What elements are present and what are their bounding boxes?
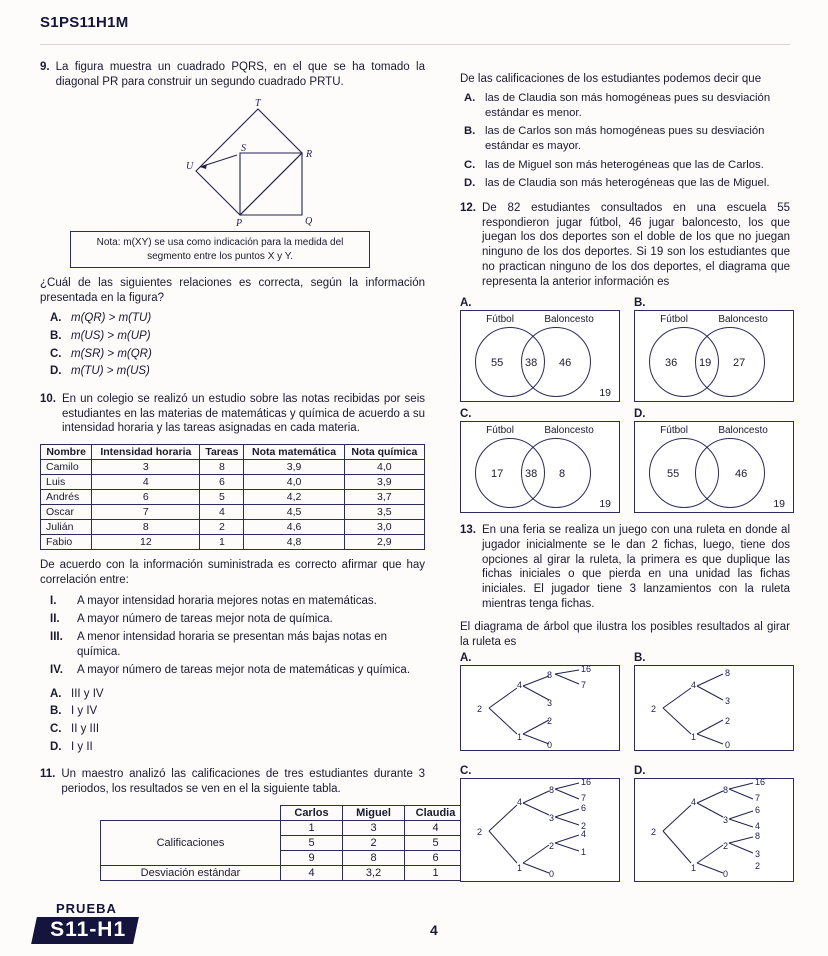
venn-b-label: B. — [634, 297, 646, 310]
question-11 — [40, 767, 425, 796]
venn-b-box — [634, 310, 794, 402]
svg-text:7: 7 — [581, 680, 587, 691]
tree-d-label: D. — [634, 765, 646, 778]
svg-text:2: 2 — [477, 827, 483, 838]
table-row: Camilo 3 8 3,9 4,0 — [41, 460, 425, 475]
question-10-prompt: De acuerdo con la información suministrada es correcto afirmar que hay correlación entre: — [40, 559, 425, 587]
svg-text:7: 7 — [581, 793, 587, 804]
venn-label-futbol: Fútbol — [660, 425, 688, 437]
footer-badge — [34, 901, 154, 944]
venn-value-right: 8 — [559, 468, 566, 481]
venn-value-left: 36 — [665, 357, 678, 370]
question-13-prompt: El diagrama de árbol que ilustra los posibles resultados al girar la ruleta es — [460, 620, 790, 648]
question-11-options — [464, 91, 790, 191]
venn-value-mid: 38 — [525, 357, 538, 370]
square-diagram-svg — [40, 97, 425, 227]
row-label-calificaciones: Calificaciones — [101, 820, 281, 865]
venn-value-right: 46 — [559, 357, 572, 370]
figure-square-pqrs — [40, 97, 425, 227]
svg-text:Q: Q — [305, 216, 313, 228]
svg-text:3: 3 — [755, 849, 761, 860]
svg-text:4: 4 — [755, 821, 761, 832]
svg-text:4: 4 — [581, 829, 587, 840]
left-column — [40, 60, 456, 881]
question-9-options — [50, 310, 425, 380]
svg-text:8: 8 — [725, 668, 731, 679]
table-row: Oscar 7 4 4,5 3,5 — [41, 505, 425, 520]
svg-text:3: 3 — [723, 815, 729, 826]
svg-text:S: S — [241, 143, 246, 155]
footer-code: S11-H1 — [31, 917, 139, 944]
svg-text:2: 2 — [723, 841, 729, 852]
tree-d-svg — [635, 779, 793, 881]
svg-text:6: 6 — [581, 803, 587, 814]
svg-text:3: 3 — [547, 698, 553, 709]
th-nombre: Nombre — [41, 445, 92, 460]
svg-text:8: 8 — [549, 785, 555, 796]
table-header-row — [41, 445, 425, 460]
venn-option-d[interactable] — [634, 408, 794, 513]
question-12-number: 12. — [460, 201, 476, 214]
tree-b-svg — [635, 666, 793, 750]
tree-b-box — [634, 665, 794, 751]
question-12-text: De 82 estudiantes consultados en una escuela 55 respondieron jugar fútbol, 46 jugar baloncesto, los que juegan los dos deportes son el doble de los que no juegan ninguno de los dos deportes. Si 19 son los estudiantes que no practican ninguno de los dos deportes, el diagrama que representa la anterior información es — [482, 201, 790, 288]
th-carlos: Carlos — [281, 805, 343, 820]
tree-a-svg — [461, 666, 619, 750]
svg-text:1: 1 — [581, 847, 587, 858]
table-row: Fabio 12 1 4,8 2,9 — [41, 535, 425, 550]
svg-text:1: 1 — [517, 732, 523, 743]
venn-c-label: C. — [460, 408, 472, 421]
svg-text:16: 16 — [755, 779, 766, 788]
tree-c-svg — [461, 779, 619, 881]
question-9-text: La figura muestra un cuadrado PQRS, en el que se ha tomado la diagonal PR para construir un segundo cuadrado PRTU. — [55, 61, 425, 88]
table-header-row — [101, 805, 467, 820]
option-d[interactable]: D. I y II — [50, 740, 93, 753]
footer-prueba-label: PRUEBA — [56, 901, 117, 916]
svg-text:7: 7 — [755, 793, 761, 804]
svg-text:0: 0 — [547, 740, 553, 751]
tree-d-box — [634, 778, 794, 882]
page-title: S1PS11H1M — [40, 14, 129, 31]
tree-c-label: C. — [460, 765, 472, 778]
question-9-number: 9. — [40, 61, 50, 73]
question-13 — [460, 523, 790, 611]
venn-option-c[interactable] — [460, 408, 620, 513]
svg-text:16: 16 — [581, 666, 592, 675]
svg-text:0: 0 — [549, 869, 555, 880]
option-b[interactable]: B. I y IV — [50, 705, 98, 718]
svg-text:6: 6 — [755, 805, 761, 816]
svg-text:4: 4 — [517, 680, 523, 691]
venn-value-right: 46 — [735, 468, 748, 481]
venn-label-baloncesto: Baloncesto — [544, 314, 594, 326]
option-a[interactable]: A. las de Claudia son más homogéneas pues su desviación estándar es menor. — [464, 91, 771, 119]
students-table — [40, 444, 425, 550]
svg-text:3: 3 — [725, 696, 731, 707]
svg-text:T: T — [255, 98, 261, 110]
svg-text:3: 3 — [549, 813, 555, 824]
table-row: Desviación estándar 4 3,2 1 — [101, 865, 467, 880]
option-a[interactable]: A. III y IV — [50, 687, 104, 700]
svg-text:8: 8 — [755, 831, 761, 842]
th-miguel: Miguel — [343, 805, 405, 820]
question-9-prompt: ¿Cuál de las siguientes relaciones es correcta, según la información presentada en la figura? — [40, 277, 425, 305]
tree-option-d[interactable] — [634, 765, 794, 882]
svg-text:16: 16 — [581, 779, 592, 788]
venn-options-grid — [460, 297, 790, 513]
venn-label-baloncesto: Baloncesto — [718, 314, 768, 326]
table-row: Julián 8 2 4,6 3,0 — [41, 520, 425, 535]
venn-value-mid: 38 — [525, 468, 538, 481]
svg-text:0: 0 — [723, 869, 729, 880]
question-11-text: Un maestro analizó las calificaciones de tres estudiantes durante 3 periodos, los resultados se ven en el la siguiente tabla. — [61, 768, 425, 796]
circle-baloncesto — [695, 438, 765, 508]
svg-text:P: P — [236, 218, 243, 228]
question-9 — [40, 60, 425, 89]
svg-text:2: 2 — [549, 841, 555, 852]
th-intensidad: Intensidad horaria — [92, 445, 200, 460]
tree-c-box — [460, 778, 620, 882]
svg-text:8: 8 — [723, 785, 729, 796]
svg-text:1: 1 — [691, 863, 697, 874]
question-13-text: En una feria se realiza un juego con una ruleta en donde al jugador inicialmente se le dan 2 fichas, luego, tiene dos opciones al girar la ruleta, la primera es que duplique las fichas iniciales o que pierda en una unidad las fichas iniciales. El jugador tiene 3 lanzamientos con la ruleta mientras tenga fichas. — [482, 524, 790, 610]
venn-value-right: 27 — [733, 357, 746, 370]
venn-a-label: A. — [460, 297, 472, 310]
th-tareas: Tareas — [200, 445, 244, 460]
statement-iii: III. A menor intensidad horaria se presentan más bajas notas en química. — [50, 630, 388, 658]
svg-text:2: 2 — [581, 821, 587, 832]
tree-option-c[interactable] — [460, 765, 620, 882]
svg-text:2: 2 — [755, 861, 761, 872]
svg-text:2: 2 — [725, 716, 731, 727]
th-nota-quimica: Nota química — [344, 445, 424, 460]
question-10 — [40, 392, 425, 436]
option-a[interactable]: A. m(QR) > m(TU) — [50, 312, 152, 325]
question-13-number: 13. — [460, 524, 476, 537]
venn-value-outside: 19 — [599, 498, 611, 511]
venn-option-b[interactable] — [634, 297, 794, 402]
svg-text:4: 4 — [691, 680, 697, 691]
statement-i: I. A mayor intensidad horaria mejores notas en matemáticas. — [50, 595, 377, 608]
option-d[interactable]: D. las de Claudia son más heterogéneas que las de Miguel. — [464, 177, 770, 190]
svg-text:2: 2 — [651, 827, 657, 838]
table-row: Calificaciones 1 3 4 — [101, 820, 467, 835]
venn-label-baloncesto: Baloncesto — [718, 425, 768, 437]
venn-label-futbol: Fútbol — [486, 314, 514, 326]
question-10-statements — [50, 594, 425, 678]
svg-text:R: R — [306, 149, 313, 161]
figure-note: Nota: m(XY) se usa como indicación para la medida del segmento entre los puntos X y Y. — [70, 231, 370, 268]
question-12 — [460, 201, 790, 289]
venn-value-left: 55 — [667, 468, 680, 481]
venn-value-outside: 19 — [599, 387, 611, 400]
statement-ii: II. A mayor número de tareas mejor nota de química. — [50, 612, 333, 625]
grades-table — [100, 805, 467, 881]
option-c[interactable]: C. las de Miguel son más heterogéneas que las de Carlos. — [464, 158, 764, 171]
row-label-desviacion: Desviación estándar — [101, 865, 281, 880]
svg-text:4: 4 — [691, 797, 697, 808]
option-c[interactable]: C. m(SR) > m(QR) — [50, 347, 152, 360]
table-row: Andrés 6 5 4,2 3,7 — [41, 490, 425, 505]
option-d[interactable]: D. m(TU) > m(US) — [50, 365, 150, 378]
svg-text:4: 4 — [517, 797, 523, 808]
venn-c-box — [460, 421, 620, 513]
venn-value-left: 55 — [491, 357, 504, 370]
question-10-text: En un colegio se realizó un estudio sobre las notas recibidas por seis estudiantes en las materias de matemáticas y química de acuerdo a su intensidad horaria y las tareas asignadas en cada materia. — [62, 393, 425, 435]
th-nota-matematica: Nota matemática — [244, 445, 344, 460]
svg-text:2: 2 — [547, 716, 553, 727]
svg-text:1: 1 — [517, 863, 523, 874]
tree-option-b[interactable] — [634, 652, 794, 751]
venn-label-futbol: Fútbol — [660, 314, 688, 326]
tree-option-a[interactable] — [460, 652, 620, 751]
svg-text:2: 2 — [477, 704, 483, 715]
venn-label-futbol: Fútbol — [486, 425, 514, 437]
venn-label-baloncesto: Baloncesto — [544, 425, 594, 437]
svg-text:8: 8 — [547, 670, 553, 681]
svg-text:U: U — [186, 161, 194, 173]
svg-text:1: 1 — [691, 732, 697, 743]
header-divider — [40, 44, 790, 45]
option-b[interactable]: B. m(US) > m(UP) — [50, 329, 151, 342]
question-11-prompt: De las calificaciones de los estudiantes podemos decir que — [460, 73, 762, 85]
venn-d-box — [634, 421, 794, 513]
option-b[interactable]: B. las de Carlos son más homogéneas pues su desviación estándar es mayor. — [464, 125, 765, 152]
question-11-number: 11. — [40, 768, 56, 781]
table-row: 9 8 6 — [101, 850, 467, 865]
svg-text:0: 0 — [725, 740, 731, 751]
statement-iv: IV. A mayor número de tareas mejor nota de matemáticas y química. — [50, 663, 411, 676]
tree-options-grid — [460, 652, 790, 882]
right-column — [460, 72, 790, 882]
venn-value-left: 17 — [491, 468, 504, 481]
question-10-options — [50, 686, 425, 756]
table-row: Luis 4 6 4,0 3,9 — [41, 475, 425, 490]
venn-a-box — [460, 310, 620, 402]
option-c[interactable]: C. II y III — [50, 723, 100, 736]
venn-value-mid: 19 — [699, 357, 712, 370]
venn-d-label: D. — [634, 408, 646, 421]
venn-value-outside: 19 — [773, 498, 785, 511]
venn-option-a[interactable] — [460, 297, 620, 402]
page-number: 4 — [430, 922, 438, 938]
svg-text:2: 2 — [651, 704, 657, 715]
table-row: 5 2 5 — [101, 835, 467, 850]
tree-b-label: B. — [634, 652, 646, 665]
tree-a-label: A. — [460, 652, 472, 665]
question-10-number: 10. — [40, 393, 56, 405]
th-claudia: Claudia — [405, 805, 467, 820]
tree-a-box — [460, 665, 620, 751]
